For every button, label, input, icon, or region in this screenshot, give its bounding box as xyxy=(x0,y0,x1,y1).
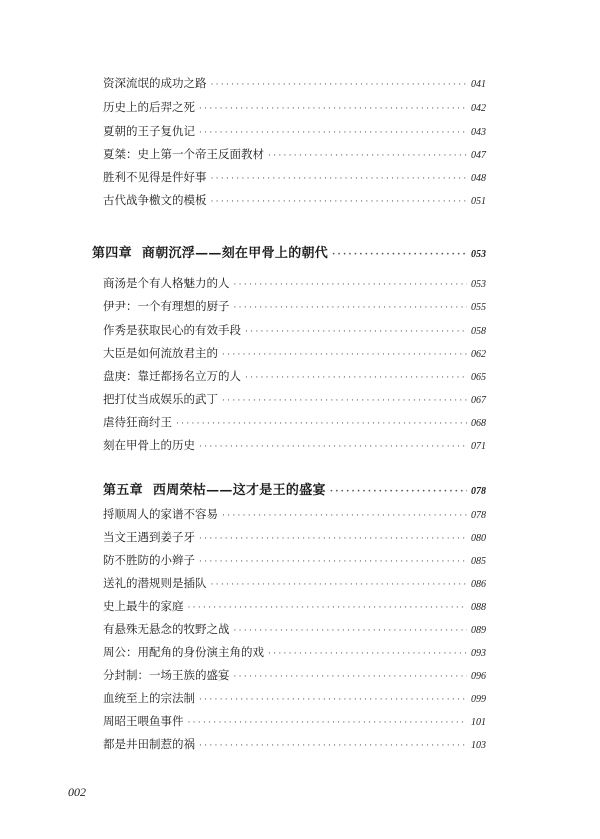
entry-title: 历史上的后羿之死 xyxy=(103,100,195,114)
entry-page: 085 xyxy=(471,556,486,567)
toc-entry xyxy=(103,643,486,661)
entry-title: 大臣是如何流放君主的 xyxy=(103,346,218,360)
toc-entry xyxy=(103,74,486,92)
leader-dots xyxy=(234,299,468,317)
entry-title: 周昭王喂鱼事件 xyxy=(103,714,184,728)
entry-title: 商汤是个有人格魅力的人 xyxy=(103,276,230,290)
toc-entry xyxy=(103,574,486,592)
entry-page: 089 xyxy=(471,625,486,636)
entry-title: 作秀是获取民心的有效手段 xyxy=(103,323,241,337)
entry-page: 065 xyxy=(471,372,486,383)
entry-title: 盘庚：靠迁都扬名立万的人 xyxy=(103,369,241,383)
entry-title: 资深流氓的成功之路 xyxy=(103,76,207,90)
entry-page: 042 xyxy=(471,103,486,114)
toc-entry xyxy=(103,505,486,523)
leader-dots xyxy=(234,622,468,640)
entry-page: 096 xyxy=(471,671,486,682)
entry-title: 夏朝的王子复仇记 xyxy=(103,124,195,138)
entry-page: 043 xyxy=(471,127,486,138)
leader-dots xyxy=(211,170,468,188)
entry-page: 067 xyxy=(471,395,486,406)
entry-page: 071 xyxy=(471,441,486,452)
entry-page: 062 xyxy=(471,349,486,360)
entry-title: 刻在甲骨上的历史 xyxy=(103,438,195,452)
leader-dots xyxy=(268,645,467,663)
entry-page: 093 xyxy=(471,648,486,659)
entry-title: 胜利不见得是件好事 xyxy=(103,170,207,184)
entry-page: 086 xyxy=(471,579,486,590)
leader-dots xyxy=(245,323,467,341)
toc-entry xyxy=(103,168,486,186)
leader-dots xyxy=(199,124,467,142)
toc-entry xyxy=(103,321,486,339)
entry-title: 古代战争檄文的模板 xyxy=(103,193,207,207)
toc-entry xyxy=(103,98,486,116)
toc-entry xyxy=(103,689,486,707)
leader-dots xyxy=(330,482,467,502)
toc-entry xyxy=(103,390,486,408)
toc-entry xyxy=(103,597,486,615)
leader-dots xyxy=(211,193,468,211)
leader-dots xyxy=(176,415,467,433)
entry-page: 055 xyxy=(471,302,486,313)
entry-page: 041 xyxy=(471,79,486,90)
chapter-page: 053 xyxy=(471,249,486,260)
toc-entry xyxy=(103,528,486,546)
chapter-number: 第四章 xyxy=(92,246,132,261)
leader-dots xyxy=(211,576,468,594)
entry-title: 周公：用配角的身份演主角的戏 xyxy=(103,645,264,659)
toc-entry xyxy=(103,297,486,315)
entry-title: 当文王遇到姜子牙 xyxy=(103,530,195,544)
leader-dots xyxy=(199,691,467,709)
leader-dots xyxy=(222,346,467,364)
entry-title: 有悬殊无悬念的牧野之战 xyxy=(103,622,230,636)
toc-entry xyxy=(103,344,486,362)
entry-title: 史上最牛的家庭 xyxy=(103,599,184,613)
leader-dots xyxy=(332,245,467,265)
chapter-title: 商朝沉浮——刻在甲骨上的朝代 xyxy=(141,246,329,261)
toc-entry xyxy=(103,666,486,684)
leader-dots xyxy=(199,530,467,548)
entry-title: 血统至上的宗法制 xyxy=(103,691,195,705)
toc-entry xyxy=(103,191,486,209)
leader-dots xyxy=(199,100,467,118)
entry-title: 伊尹：一个有理想的厨子 xyxy=(103,299,230,313)
entry-title: 虐待狂商纣王 xyxy=(103,415,172,429)
entry-page: 080 xyxy=(471,533,486,544)
entry-page: 068 xyxy=(471,418,486,429)
toc-entry xyxy=(103,145,486,163)
toc-entry xyxy=(103,436,486,454)
toc-entry xyxy=(103,274,486,292)
leader-dots xyxy=(188,599,468,617)
entry-page: 053 xyxy=(471,279,486,290)
leader-dots xyxy=(222,392,467,410)
entry-title: 分封制：一场王族的盛宴 xyxy=(103,668,230,682)
leader-dots xyxy=(199,737,467,755)
leader-dots xyxy=(199,438,467,456)
entry-page: 101 xyxy=(471,717,486,728)
toc-entry xyxy=(103,367,486,385)
leader-dots xyxy=(245,369,467,387)
entry-page: 103 xyxy=(471,740,486,751)
entry-page: 088 xyxy=(471,602,486,613)
chapter-heading-4 xyxy=(92,244,486,264)
entry-title: 捋顺周人的家谱不容易 xyxy=(103,507,218,521)
entry-page: 048 xyxy=(471,173,486,184)
entry-page: 058 xyxy=(471,326,486,337)
entry-page: 051 xyxy=(471,196,486,207)
toc-entry xyxy=(103,620,486,638)
entry-page: 099 xyxy=(471,694,486,705)
leader-dots xyxy=(268,147,467,165)
entry-title: 把打仗当成娱乐的武丁 xyxy=(103,392,218,406)
leader-dots xyxy=(234,276,468,294)
toc-entry xyxy=(103,413,486,431)
entry-page: 047 xyxy=(471,150,486,161)
chapter-title: 西周荣枯——这才是王的盛宴 xyxy=(152,483,326,498)
entry-title: 夏桀：史上第一个帝王反面教材 xyxy=(103,147,264,161)
leader-dots xyxy=(188,714,468,732)
leader-dots xyxy=(211,76,468,94)
entry-title: 都是井田制惹的祸 xyxy=(103,737,195,751)
chapter-number: 第五章 xyxy=(103,483,143,498)
chapter-page: 078 xyxy=(471,486,486,497)
leader-dots xyxy=(234,668,468,686)
toc-entry xyxy=(103,551,486,569)
toc-entry xyxy=(103,735,486,753)
entry-title: 送礼的潜规则是插队 xyxy=(103,576,207,590)
leader-dots xyxy=(222,507,467,525)
entry-title: 防不胜防的小辫子 xyxy=(103,553,195,567)
leader-dots xyxy=(199,553,467,571)
toc-entry xyxy=(103,712,486,730)
toc-entry xyxy=(103,122,486,140)
entry-page: 078 xyxy=(471,510,486,521)
page-number: 002 xyxy=(68,785,86,799)
chapter-heading-5 xyxy=(103,481,486,501)
